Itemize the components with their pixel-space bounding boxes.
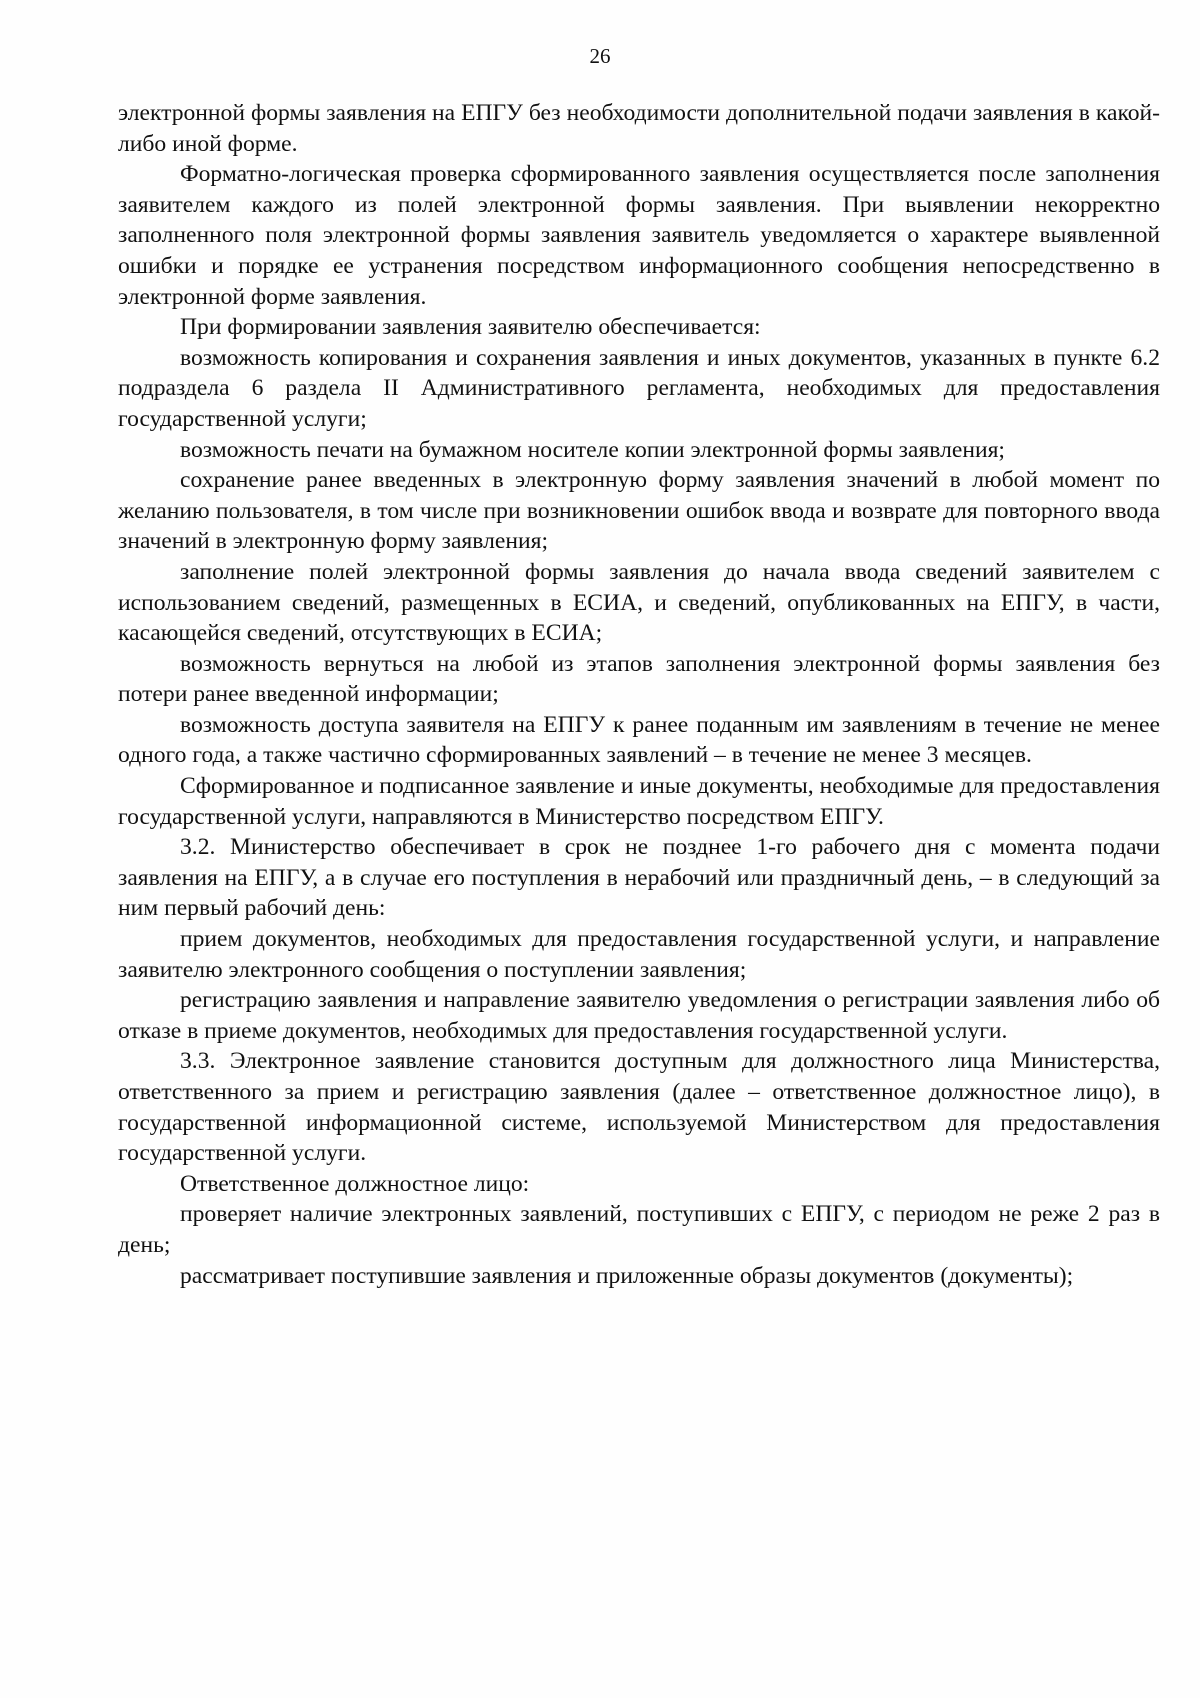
paragraph-print: возможность печати на бумажном носителе копии электронной формы заявления; — [180, 436, 1005, 463]
paragraph-return-steps: возможность вернуться на любой из этапов заполнения электронной формы заявления без потери ранее введенной информации; — [118, 650, 1160, 708]
paragraph-section-3-3: 3.3. Электронное заявление становится доступным для должностного лица Министерства, ответственного за прием и регистрацию заявления (далее – ответственное должностное лицо), в государственной информационной системе, используемой Министерством для предоставления государственной услуги. — [118, 1048, 1160, 1167]
paragraph-provision-intro: При формировании заявления заявителю обеспечивается: — [180, 314, 761, 341]
paragraph-checks: проверяет наличие электронных заявлений, поступивших с ЕПГУ, с периодом не реже 2 раз в день; — [118, 1201, 1160, 1258]
paragraph-registration: регистрацию заявления и направление заявителю уведомления о регистрации заявления либо об отказе в приеме документов, необходимых для предоставления государственной услуги. — [118, 987, 1160, 1044]
page-number: 26 — [589, 44, 611, 68]
paragraph-submission: Сформированное и подписанное заявление и иные документы, необходимые для предоставления государственной услуги, направляются в Министерство посредством ЕПГУ. — [118, 773, 1160, 830]
paragraph-prefill: заполнение полей электронной формы заявления до начала ввода сведений заявителем с использованием сведений, размещенных в ЕСИА, и сведений, опубликованных на ЕПГУ, в части, касающейся сведений, отсутствующих в ЕСИА; — [118, 558, 1160, 647]
document-body — [118, 98, 1160, 1291]
paragraph-access-history: возможность доступа заявителя на ЕПГУ к ранее поданным им заявлениям в течение не менее одного года, а также частично сформированных заявлений – в течение не менее 3 месяцев. — [118, 711, 1160, 769]
paragraph-reviews: рассматривает поступившие заявления и приложенные образы документов (документы); — [180, 1262, 1074, 1289]
paragraph-section-3-2: 3.2. Министерство обеспечивает в срок не позднее 1-го рабочего дня с момента подачи заявления на ЕПГУ, а в случае его поступления в нерабочий или праздничный день, – в следующий за ним первый рабочий день: — [118, 834, 1160, 922]
paragraph-copy-save: возможность копирования и сохранения заявления и иных документов, указанных в пункте 6.2 подраздела 6 раздела II Административного регламента, необходимых для предоставления государственной услуги; — [118, 344, 1160, 432]
paragraph-continuation: электронной формы заявления на ЕПГУ без необходимости дополнительной подачи заявления в какой-либо иной форме. — [118, 100, 1160, 157]
paragraph-receipt: прием документов, необходимых для предоставления государственной услуги, и направление заявителю электронного сообщения о поступлении заявления; — [118, 926, 1160, 983]
paragraph-save-values: сохранение ранее введенных в электронную форму заявления значений в любой момент по желанию пользователя, в том числе при возникновении ошибок ввода и возврате для повторного ввода значений в электронную форму заявления; — [118, 467, 1160, 555]
paragraph-format-check: Форматно-логическая проверка сформированного заявления осуществляется после заполнения заявителем каждого из полей электронной формы заявления. При выявлении некорректно заполненного поля электронной формы заявления заявитель уведомляется о характере выявленной ошибки и порядке ее устранения посредством информационного сообщения непосредственно в электронной форме заявления. — [118, 161, 1160, 310]
paragraph-official-intro: Ответственное должностное лицо: — [180, 1170, 530, 1197]
